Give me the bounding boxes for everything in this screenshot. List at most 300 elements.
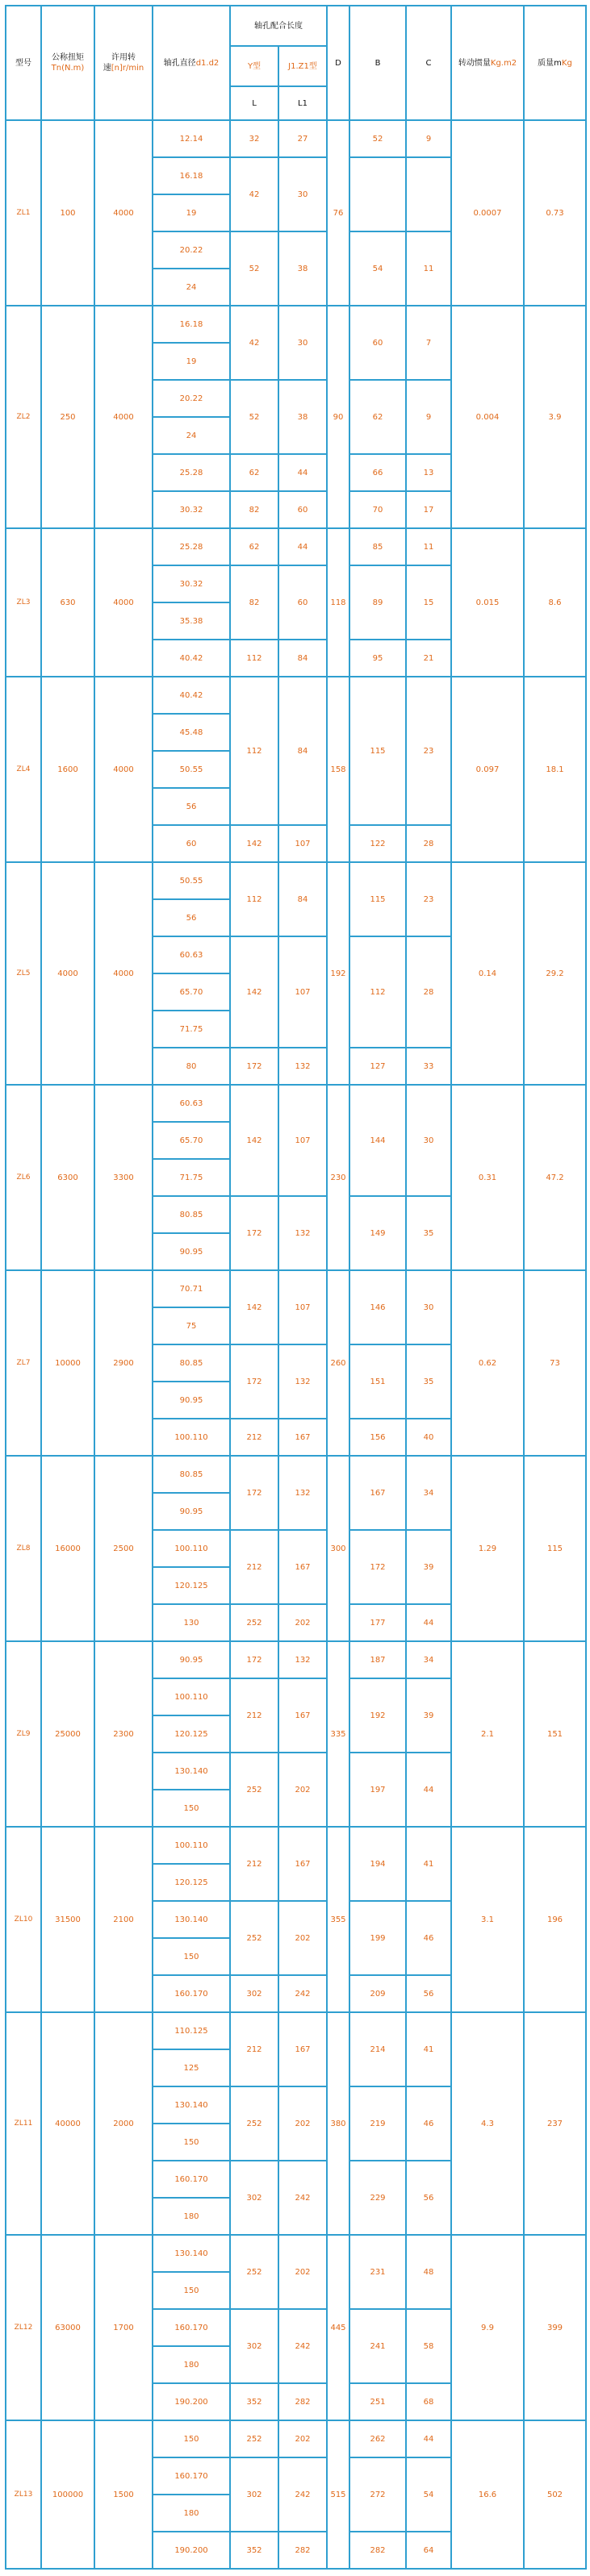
header-c-label: C	[425, 58, 432, 68]
b-cell: 52	[349, 120, 406, 157]
speed-cell: 4000	[94, 862, 153, 1085]
header-b	[349, 6, 406, 120]
c-cell: 44	[406, 1604, 451, 1641]
bore-cell: 16.18	[153, 306, 230, 343]
c-cell: 68	[406, 2383, 451, 2420]
mass-cell: 3.9	[524, 306, 586, 528]
l1-cell: 84	[278, 862, 327, 936]
l-cell: 212	[230, 2012, 278, 2086]
mass-cell: 151	[524, 1641, 586, 1827]
bore-cell: 75	[153, 1307, 230, 1344]
c-cell: 56	[406, 1975, 451, 2012]
mass-cell: 115	[524, 1456, 586, 1641]
l-cell: 252	[230, 1753, 278, 1827]
c-cell: 44	[406, 2420, 451, 2457]
header-l-label: L	[252, 98, 257, 108]
bore-cell: 16.18	[153, 157, 230, 194]
table-row	[6, 2420, 586, 2457]
header-d	[327, 6, 349, 120]
speed-cell: 4000	[94, 528, 153, 677]
l-cell: 32	[230, 120, 278, 157]
l-cell: 142	[230, 825, 278, 862]
header-row-1	[6, 6, 586, 46]
header-mass	[524, 6, 586, 120]
header-inertia-unit: Kg.m2	[490, 58, 517, 68]
d-cell: 445	[327, 2235, 349, 2420]
l-cell: 212	[230, 1419, 278, 1456]
l1-cell: 167	[278, 1827, 327, 1901]
bore-cell: 150	[153, 1790, 230, 1827]
l1-cell: 132	[278, 1344, 327, 1419]
b-cell: 214	[349, 2012, 406, 2086]
b-cell: 172	[349, 1530, 406, 1604]
table-row	[6, 1456, 586, 1493]
l1-cell: 202	[278, 1901, 327, 1975]
table-row	[6, 2235, 586, 2272]
table-row	[6, 528, 586, 565]
b-cell: 66	[349, 454, 406, 491]
c-cell: 17	[406, 491, 451, 528]
d-cell: 380	[327, 2012, 349, 2235]
l-cell: 82	[230, 565, 278, 640]
speed-cell: 4000	[94, 677, 153, 862]
l-cell: 62	[230, 454, 278, 491]
bore-cell: 80	[153, 1048, 230, 1085]
header-l1	[278, 86, 327, 120]
model-cell: ZL2	[6, 306, 41, 528]
bore-cell: 56	[153, 899, 230, 936]
c-cell: 39	[406, 1678, 451, 1753]
bore-cell: 24	[153, 417, 230, 454]
header-speed-label: 许用转	[111, 53, 136, 62]
bore-cell: 130.140	[153, 2086, 230, 2124]
torque-cell: 4000	[41, 862, 94, 1085]
c-cell: 41	[406, 2012, 451, 2086]
b-cell: 177	[349, 1604, 406, 1641]
bore-cell: 60.63	[153, 1085, 230, 1122]
b-cell: 241	[349, 2309, 406, 2383]
b-cell: 156	[349, 1419, 406, 1456]
header-l1-label: L1	[298, 98, 308, 108]
bore-cell: 160.170	[153, 1975, 230, 2012]
bore-cell: 25.28	[153, 528, 230, 565]
c-cell: 33	[406, 1048, 451, 1085]
b-cell: 272	[349, 2457, 406, 2532]
bore-cell: 30.32	[153, 565, 230, 602]
l1-cell: 60	[278, 565, 327, 640]
c-cell: 21	[406, 640, 451, 677]
c-cell: 40	[406, 1419, 451, 1456]
c-cell: 44	[406, 1753, 451, 1827]
bore-cell: 65.70	[153, 973, 230, 1011]
d-cell: 355	[327, 1827, 349, 2012]
bore-cell: 71.75	[153, 1159, 230, 1196]
l1-cell: 202	[278, 2086, 327, 2161]
model-cell: ZL11	[6, 2012, 41, 2235]
l1-cell: 132	[278, 1641, 327, 1678]
b-cell: 70	[349, 491, 406, 528]
torque-cell: 6300	[41, 1085, 94, 1270]
l-cell: 302	[230, 1975, 278, 2012]
d-cell: 335	[327, 1641, 349, 1827]
b-cell: 231	[349, 2235, 406, 2309]
bore-cell: 20.22	[153, 380, 230, 417]
l1-cell: 242	[278, 2161, 327, 2235]
l1-cell: 38	[278, 231, 327, 306]
speed-cell: 3300	[94, 1085, 153, 1270]
l1-cell: 107	[278, 936, 327, 1048]
c-cell: 7	[406, 306, 451, 380]
c-cell: 58	[406, 2309, 451, 2383]
d-cell: 260	[327, 1270, 349, 1456]
model-cell: ZL6	[6, 1085, 41, 1270]
inertia-cell: 0.015	[451, 528, 524, 677]
model-cell: ZL12	[6, 2235, 41, 2420]
model-cell: ZL4	[6, 677, 41, 862]
l1-cell: 132	[278, 1196, 327, 1270]
inertia-cell: 0.31	[451, 1085, 524, 1270]
b-cell: 144	[349, 1085, 406, 1196]
inertia-cell: 2.1	[451, 1641, 524, 1827]
b-cell: 115	[349, 677, 406, 825]
l1-cell: 202	[278, 1604, 327, 1641]
c-cell: 46	[406, 1901, 451, 1975]
mass-cell: 18.1	[524, 677, 586, 862]
model-cell: ZL5	[6, 862, 41, 1085]
bore-cell: 125	[153, 2049, 230, 2086]
d-cell: 158	[327, 677, 349, 862]
b-cell: 197	[349, 1753, 406, 1827]
bore-cell: 80.85	[153, 1456, 230, 1493]
mass-cell: 29.2	[524, 862, 586, 1085]
bore-cell: 56	[153, 788, 230, 825]
torque-cell: 63000	[41, 2235, 94, 2420]
bore-cell: 150	[153, 2420, 230, 2457]
coupling-spec-table	[5, 5, 587, 2570]
header-bore	[153, 6, 230, 120]
table-row	[6, 2012, 586, 2049]
bore-cell: 80.85	[153, 1344, 230, 1382]
d-cell: 230	[327, 1085, 349, 1270]
speed-cell: 2000	[94, 2012, 153, 2235]
c-cell: 34	[406, 1456, 451, 1530]
b-cell: 262	[349, 2420, 406, 2457]
bore-cell: 120.125	[153, 1864, 230, 1901]
bore-cell: 120.125	[153, 1715, 230, 1753]
l1-cell: 242	[278, 1975, 327, 2012]
torque-cell: 16000	[41, 1456, 94, 1641]
bore-cell: 100.110	[153, 1827, 230, 1864]
l1-cell: 167	[278, 1678, 327, 1753]
bore-cell: 25.28	[153, 454, 230, 491]
inertia-cell: 3.1	[451, 1827, 524, 2012]
l-cell: 252	[230, 1901, 278, 1975]
l-cell: 172	[230, 1456, 278, 1530]
header-torque-unit: Tn(N.m)	[51, 64, 85, 73]
l-cell: 172	[230, 1048, 278, 1085]
bore-cell: 150	[153, 2124, 230, 2161]
l1-cell: 167	[278, 1530, 327, 1604]
header-bore-label: 轴孔直径	[163, 58, 196, 68]
table-row	[6, 1827, 586, 1864]
c-cell: 48	[406, 2235, 451, 2309]
d-cell: 118	[327, 528, 349, 677]
d-cell: 300	[327, 1456, 349, 1641]
mass-cell: 502	[524, 2420, 586, 2569]
header-j1-type	[278, 46, 327, 86]
c-cell: 39	[406, 1530, 451, 1604]
table-row	[6, 306, 586, 343]
inertia-cell: 16.6	[451, 2420, 524, 2569]
bore-cell: 90.95	[153, 1382, 230, 1419]
header-torque-label: 公称扭矩	[52, 53, 84, 62]
c-cell: 35	[406, 1344, 451, 1419]
l1-cell: 30	[278, 306, 327, 380]
c-cell: 54	[406, 2457, 451, 2532]
l1-cell: 202	[278, 1753, 327, 1827]
l-cell: 62	[230, 528, 278, 565]
c-cell: 34	[406, 1641, 451, 1678]
l-cell: 352	[230, 2532, 278, 2569]
l1-cell: 84	[278, 640, 327, 677]
c-cell: 30	[406, 1270, 451, 1344]
bore-cell: 90.95	[153, 1493, 230, 1530]
inertia-cell: 0.0007	[451, 120, 524, 306]
l-cell: 172	[230, 1344, 278, 1419]
c-cell: 64	[406, 2532, 451, 2569]
table-row	[6, 1270, 586, 1307]
b-cell: 122	[349, 825, 406, 862]
c-cell: 13	[406, 454, 451, 491]
table-row	[6, 862, 586, 899]
torque-cell: 100	[41, 120, 94, 306]
b-cell: 199	[349, 1901, 406, 1975]
bore-cell: 90.95	[153, 1233, 230, 1270]
torque-cell: 31500	[41, 1827, 94, 2012]
c-cell: 30	[406, 1085, 451, 1196]
b-cell: 192	[349, 1678, 406, 1753]
l-cell: 352	[230, 2383, 278, 2420]
c-cell: 28	[406, 825, 451, 862]
model-cell: ZL1	[6, 120, 41, 306]
bore-cell: 110.125	[153, 2012, 230, 2049]
l-cell: 212	[230, 1530, 278, 1604]
l-cell: 252	[230, 2235, 278, 2309]
b-cell: 282	[349, 2532, 406, 2569]
l1-cell: 44	[278, 528, 327, 565]
bore-cell: 100.110	[153, 1530, 230, 1567]
c-cell: 28	[406, 936, 451, 1048]
table-row	[6, 120, 586, 157]
b-cell: 62	[349, 380, 406, 454]
mass-cell: 8.6	[524, 528, 586, 677]
b-cell: 127	[349, 1048, 406, 1085]
header-speed	[94, 6, 153, 120]
bore-cell: 160.170	[153, 2309, 230, 2346]
bore-cell: 190.200	[153, 2383, 230, 2420]
bore-cell: 160.170	[153, 2457, 230, 2495]
header-model-label: 型号	[15, 58, 31, 68]
bore-cell: 180	[153, 2346, 230, 2383]
b-cell: 85	[349, 528, 406, 565]
b-cell: 149	[349, 1196, 406, 1270]
header-mass-unit: Kg	[561, 58, 572, 68]
l-cell: 212	[230, 1827, 278, 1901]
spec-table-body	[6, 6, 586, 2569]
header-y-type-label: Y型	[247, 61, 262, 71]
b-cell: 151	[349, 1344, 406, 1419]
c-cell: 11	[406, 231, 451, 306]
l1-cell: 107	[278, 1270, 327, 1344]
header-torque	[41, 6, 94, 120]
c-cell	[406, 157, 451, 231]
speed-cell: 4000	[94, 120, 153, 306]
inertia-cell: 0.004	[451, 306, 524, 528]
l1-cell: 167	[278, 2012, 327, 2086]
torque-cell: 100000	[41, 2420, 94, 2569]
mass-cell: 0.73	[524, 120, 586, 306]
c-cell: 9	[406, 380, 451, 454]
bore-cell: 40.42	[153, 677, 230, 714]
bore-cell: 150	[153, 1938, 230, 1975]
bore-cell: 100.110	[153, 1419, 230, 1456]
bore-cell: 71.75	[153, 1011, 230, 1048]
d-cell: 90	[327, 306, 349, 528]
model-cell: ZL7	[6, 1270, 41, 1456]
torque-cell: 250	[41, 306, 94, 528]
header-c	[406, 6, 451, 120]
bore-cell: 190.200	[153, 2532, 230, 2569]
bore-cell: 20.22	[153, 231, 230, 269]
c-cell: 11	[406, 528, 451, 565]
speed-cell: 1700	[94, 2235, 153, 2420]
l-cell: 112	[230, 862, 278, 936]
d-cell: 76	[327, 120, 349, 306]
l-cell: 302	[230, 2161, 278, 2235]
l-cell: 302	[230, 2309, 278, 2383]
bore-cell: 70.71	[153, 1270, 230, 1307]
bore-cell: 50.55	[153, 862, 230, 899]
l1-cell: 107	[278, 1085, 327, 1196]
l-cell: 252	[230, 2420, 278, 2457]
header-j1-type-label: J1.Z1型	[288, 61, 317, 71]
b-cell	[349, 157, 406, 231]
torque-cell: 40000	[41, 2012, 94, 2235]
l1-cell: 167	[278, 1419, 327, 1456]
l-cell: 142	[230, 1270, 278, 1344]
c-cell: 35	[406, 1196, 451, 1270]
model-cell: ZL8	[6, 1456, 41, 1641]
inertia-cell: 4.3	[451, 2012, 524, 2235]
b-cell: 95	[349, 640, 406, 677]
header-l	[230, 86, 278, 120]
speed-cell: 2900	[94, 1270, 153, 1456]
torque-cell: 630	[41, 528, 94, 677]
bore-cell: 50.55	[153, 751, 230, 788]
model-cell: ZL3	[6, 528, 41, 677]
b-cell: 187	[349, 1641, 406, 1678]
l1-cell: 38	[278, 380, 327, 454]
b-cell: 115	[349, 862, 406, 936]
inertia-cell: 9.9	[451, 2235, 524, 2420]
header-speed-unit: [n]r/min	[111, 64, 144, 73]
inertia-cell: 0.62	[451, 1270, 524, 1456]
l-cell: 82	[230, 491, 278, 528]
c-cell: 9	[406, 120, 451, 157]
bore-cell: 45.48	[153, 714, 230, 751]
inertia-cell: 0.14	[451, 862, 524, 1085]
header-bore-unit: d1.d2	[195, 58, 220, 68]
l-cell: 42	[230, 306, 278, 380]
table-row	[6, 1085, 586, 1122]
l1-cell: 44	[278, 454, 327, 491]
bore-cell: 180	[153, 2198, 230, 2235]
c-cell: 23	[406, 862, 451, 936]
bore-cell: 130.140	[153, 1753, 230, 1790]
mass-cell: 399	[524, 2235, 586, 2420]
l-cell: 52	[230, 231, 278, 306]
model-cell: ZL10	[6, 1827, 41, 2012]
b-cell: 209	[349, 1975, 406, 2012]
inertia-cell: 0.097	[451, 677, 524, 862]
l1-cell: 132	[278, 1456, 327, 1530]
d-cell: 515	[327, 2420, 349, 2569]
l-cell: 142	[230, 936, 278, 1048]
bore-cell: 60.63	[153, 936, 230, 973]
bore-cell: 65.70	[153, 1122, 230, 1159]
torque-cell: 25000	[41, 1641, 94, 1827]
c-cell: 46	[406, 2086, 451, 2161]
l1-cell: 242	[278, 2457, 327, 2532]
l-cell: 42	[230, 157, 278, 231]
bore-cell: 24	[153, 269, 230, 306]
bore-cell: 30.32	[153, 491, 230, 528]
model-cell: ZL9	[6, 1641, 41, 1827]
b-cell: 167	[349, 1456, 406, 1530]
bore-cell: 35.38	[153, 602, 230, 640]
bore-cell: 160.170	[153, 2161, 230, 2198]
speed-cell: 2300	[94, 1641, 153, 1827]
header-speed-label-2: 速	[103, 64, 111, 73]
bore-cell: 130.140	[153, 1901, 230, 1938]
table-row	[6, 1641, 586, 1678]
l-cell: 172	[230, 1641, 278, 1678]
b-cell: 251	[349, 2383, 406, 2420]
l-cell: 112	[230, 677, 278, 825]
b-cell: 54	[349, 231, 406, 306]
bore-cell: 90.95	[153, 1641, 230, 1678]
l1-cell: 27	[278, 120, 327, 157]
header-length-group-label: 轴孔配合长度	[254, 21, 303, 31]
bore-cell: 150	[153, 2272, 230, 2309]
mass-cell: 196	[524, 1827, 586, 2012]
speed-cell: 1500	[94, 2420, 153, 2569]
header-y-type	[230, 46, 278, 86]
bore-cell: 40.42	[153, 640, 230, 677]
header-b-label: B	[375, 58, 381, 68]
speed-cell: 2500	[94, 1456, 153, 1641]
l1-cell: 30	[278, 157, 327, 231]
c-cell: 23	[406, 677, 451, 825]
header-mass-label: 质量m	[538, 58, 562, 68]
b-cell: 112	[349, 936, 406, 1048]
bore-cell: 180	[153, 2495, 230, 2532]
bore-cell: 60	[153, 825, 230, 862]
l1-cell: 202	[278, 2420, 327, 2457]
l-cell: 172	[230, 1196, 278, 1270]
header-inertia-label: 转动惯量	[458, 58, 491, 68]
inertia-cell: 1.29	[451, 1456, 524, 1641]
